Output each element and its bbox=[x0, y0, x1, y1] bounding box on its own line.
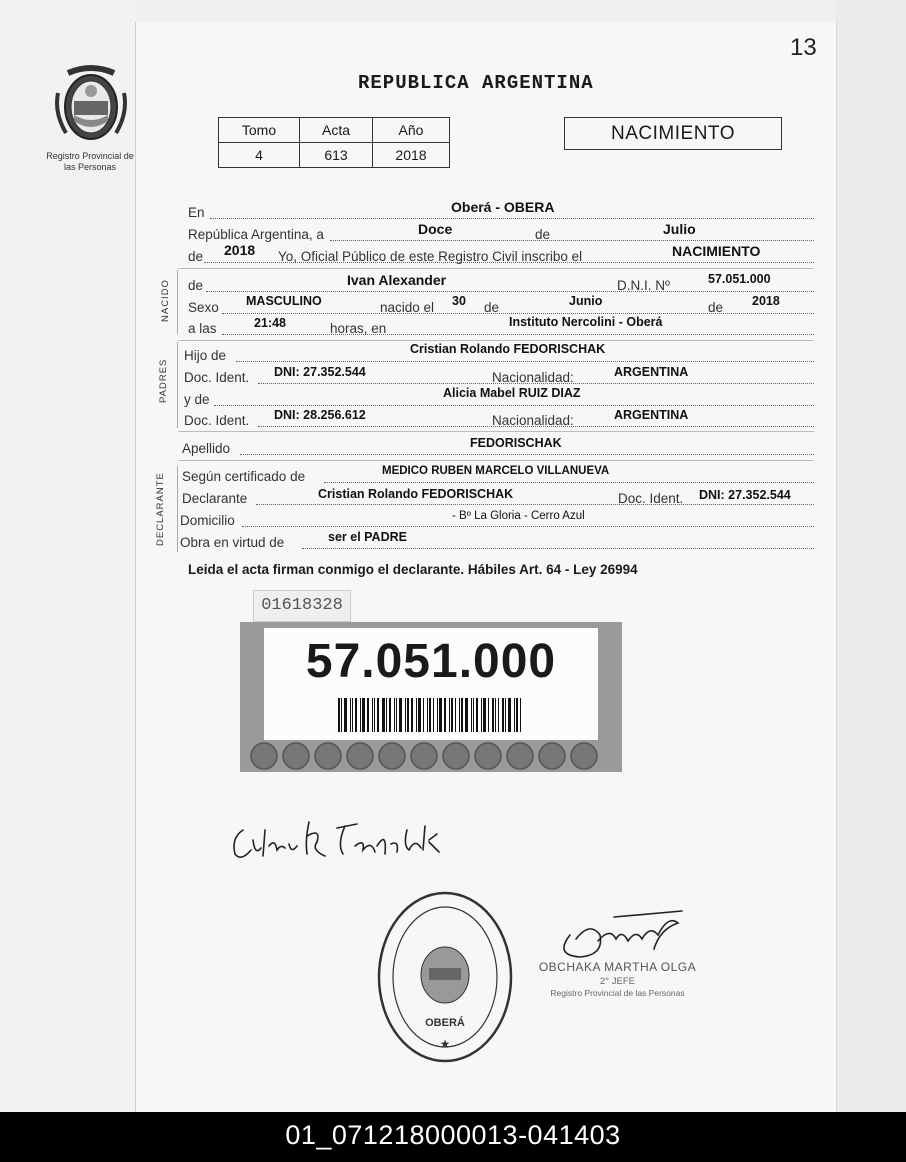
label-obra: Obra en virtud de bbox=[180, 535, 285, 550]
province-coat-of-arms-icon bbox=[52, 63, 130, 147]
table-header: Año bbox=[373, 118, 450, 143]
officer-block bbox=[530, 960, 705, 998]
dni-label-number: 57.051.000 bbox=[305, 635, 557, 688]
registry-name: Registro Provincial de las Personas bbox=[46, 151, 134, 172]
label-de: de bbox=[188, 278, 204, 293]
right-margin bbox=[836, 0, 906, 1112]
label-declarante: Declarante bbox=[182, 491, 248, 506]
label-republica: República Argentina, a bbox=[188, 227, 324, 242]
officer-title: 2° JEFE bbox=[600, 976, 635, 987]
mother-name-value: Alicia Mabel RUIZ DIAZ bbox=[443, 386, 581, 400]
section-bracket bbox=[177, 342, 178, 428]
month-value: Julio bbox=[663, 221, 696, 237]
officer-signature-icon bbox=[550, 905, 690, 965]
mother-dni-value: DNI: 28.256.612 bbox=[274, 408, 366, 422]
section-bracket bbox=[177, 270, 178, 334]
dotted-line bbox=[214, 405, 814, 406]
label-de: de bbox=[188, 249, 204, 264]
dotted-line bbox=[330, 240, 814, 241]
child-dni-value: 57.051.000 bbox=[708, 272, 771, 286]
dotted-line bbox=[236, 361, 814, 362]
dotted-line bbox=[206, 291, 814, 292]
side-label-padres: PADRES bbox=[158, 358, 169, 403]
watermark-pattern-icon bbox=[240, 740, 622, 772]
dni-label-face bbox=[264, 628, 598, 740]
svg-text:★: ★ bbox=[439, 1037, 451, 1051]
section-divider bbox=[178, 340, 814, 341]
dotted-line bbox=[256, 504, 814, 505]
year-value: 2018 bbox=[224, 242, 256, 258]
dni-label-sticker bbox=[240, 622, 622, 772]
table-cell: 613 bbox=[300, 143, 373, 168]
document-title: REPUBLICA ARGENTINA bbox=[358, 72, 594, 94]
label-nacido-el: nacido el bbox=[380, 300, 435, 315]
dotted-line bbox=[222, 313, 814, 314]
label-segun: Según certificado de bbox=[182, 469, 306, 484]
birth-time-value: 21:48 bbox=[254, 316, 286, 330]
label-domicilio: Domicilio bbox=[180, 513, 235, 528]
dotted-line bbox=[240, 454, 814, 455]
footer-code: 01_071218000013-041403 bbox=[0, 1112, 906, 1162]
father-nationality-value: ARGENTINA bbox=[614, 365, 689, 379]
stamp-number: 01618328 bbox=[253, 590, 351, 622]
section-divider bbox=[178, 268, 814, 269]
side-label-nacido: NACIDO bbox=[160, 279, 171, 322]
label-de: de bbox=[535, 227, 551, 242]
table-cell: 2018 bbox=[373, 143, 450, 168]
label-y-de: y de bbox=[184, 392, 210, 407]
day-words-value: Doce bbox=[418, 221, 453, 237]
surname-value: FEDORISCHAK bbox=[470, 436, 562, 450]
mother-nationality-value: ARGENTINA bbox=[614, 408, 689, 422]
section-divider bbox=[178, 460, 814, 461]
dotted-line bbox=[210, 218, 814, 219]
child-name-value: Ivan Alexander bbox=[347, 272, 447, 288]
label-horas-en: horas, en bbox=[330, 321, 387, 336]
birth-day-value: 30 bbox=[452, 294, 466, 308]
label-yo-oficial: Yo, Oficial Público de este Registro Civil inscribo el bbox=[278, 249, 583, 264]
place-value: Oberá - OBERA bbox=[451, 199, 555, 215]
label-nacionalidad: Nacionalidad: bbox=[492, 413, 574, 428]
father-dni-value: DNI: 27.352.544 bbox=[274, 365, 366, 379]
reason-value: ser el PADRE bbox=[328, 530, 407, 544]
label-dni: D.N.I. Nº bbox=[617, 278, 670, 293]
act-type-box: NACIMIENTO bbox=[564, 117, 782, 150]
dotted-line bbox=[324, 482, 814, 483]
label-a-las: a las bbox=[188, 321, 217, 336]
label-nacionalidad: Nacionalidad: bbox=[492, 370, 574, 385]
barcode-icon bbox=[336, 698, 526, 732]
table-header: Acta bbox=[300, 118, 373, 143]
official-seal-icon bbox=[375, 890, 515, 1065]
certificate-value: MEDICO RUBEN MARCELO VILLANUEVA bbox=[382, 465, 610, 477]
section-bracket bbox=[177, 466, 178, 552]
label-hijo-de: Hijo de bbox=[184, 348, 227, 363]
label-doc-ident: Doc. Ident. bbox=[184, 413, 250, 428]
birth-month-value: Junio bbox=[569, 294, 603, 308]
officer-office: Registro Provincial de las Personas bbox=[550, 988, 685, 998]
sex-value: MASCULINO bbox=[246, 294, 322, 308]
label-apellido: Apellido bbox=[182, 441, 231, 456]
label-de: de bbox=[484, 300, 500, 315]
inscribe-value: NACIMIENTO bbox=[672, 243, 761, 259]
label-doc-ident: Doc. Ident. bbox=[618, 491, 684, 506]
birth-place-value: Instituto Nercolini - Oberá bbox=[509, 315, 663, 329]
page-number: 13 bbox=[790, 34, 817, 61]
officer-name: OBCHAKA MARTHA OLGA bbox=[538, 960, 697, 974]
dotted-line bbox=[242, 526, 814, 527]
father-name-value: Cristian Rolando FEDORISCHAK bbox=[410, 342, 606, 356]
section-divider bbox=[178, 431, 814, 432]
label-en: En bbox=[188, 205, 205, 220]
svg-text:OBERÁ: OBERÁ bbox=[425, 1017, 465, 1029]
declarant-name-value: Cristian Rolando FEDORISCHAK bbox=[318, 487, 514, 501]
birth-year-value: 2018 bbox=[752, 294, 780, 308]
address-value: - Bº La Gloria - Cerro Azul bbox=[452, 510, 585, 522]
table-cell: 4 bbox=[219, 143, 300, 168]
closing-statement: Leida el acta firman conmigo el declarante. Hábiles Art. 64 - Ley 26994 bbox=[188, 562, 638, 577]
register-table bbox=[218, 117, 450, 168]
declarant-dni-value: DNI: 27.352.544 bbox=[699, 488, 791, 502]
label-sexo: Sexo bbox=[188, 300, 219, 315]
dotted-line bbox=[302, 548, 814, 549]
table-header: Tomo bbox=[219, 118, 300, 143]
side-label-declarante: DECLARANTE bbox=[155, 472, 166, 546]
label-doc-ident: Doc. Ident. bbox=[184, 370, 250, 385]
label-de: de bbox=[708, 300, 724, 315]
declarant-signature-icon bbox=[225, 800, 465, 870]
dotted-line bbox=[222, 334, 814, 335]
